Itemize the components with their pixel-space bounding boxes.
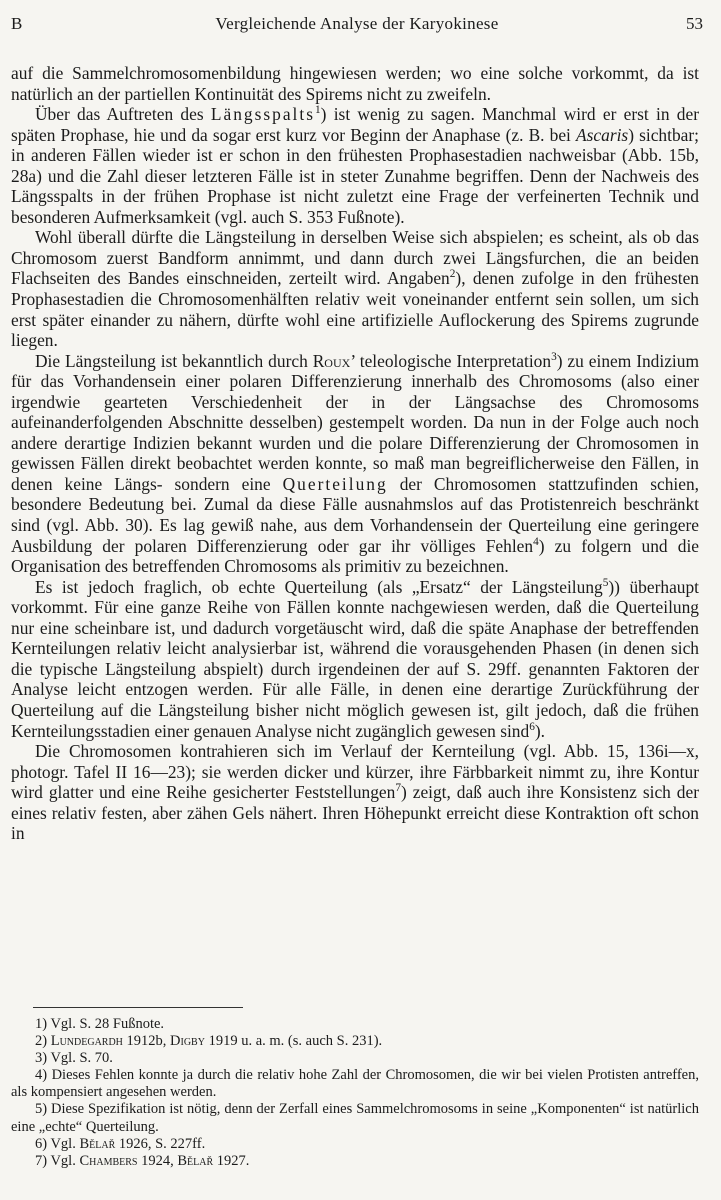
footnote-ref: 1 bbox=[315, 104, 321, 117]
running-header bbox=[11, 14, 703, 40]
footnote-ref: 2 bbox=[449, 268, 456, 281]
footnote-ref: 4 bbox=[533, 535, 539, 548]
author-name: Chambers bbox=[79, 1152, 138, 1169]
header-title: Vergleichende Analyse der Karyokinese bbox=[215, 14, 499, 33]
footnote-ref: 6 bbox=[529, 720, 535, 733]
footnote-4: 4) Dieses Fehlen konnte ja durch die relativ hohe Zahl der Chromosomen, die wir bei vielen Protisten antreffen, als kompensiert angesehen werden. bbox=[11, 1067, 699, 1101]
italic-term: Ascaris bbox=[576, 124, 629, 145]
author-name: Bělař bbox=[79, 1135, 116, 1152]
footnote-2: 2) Lundegardh 1912b, Digby 1919 u. a. m. (s. auch S. 231). bbox=[35, 1033, 383, 1050]
footnote-ref: 7 bbox=[395, 782, 401, 795]
body-text bbox=[11, 63, 699, 844]
footnote-ref: 5 bbox=[602, 576, 609, 589]
paragraph-1: auf die Sammelchromosomenbildung hingewiesen werden; wo eine solche vorkommt, da ist natürlich an der partiellen Kontinuität des Spirems nicht zu zweifeln. bbox=[11, 63, 699, 104]
author-name: Lundegardh bbox=[50, 1033, 123, 1050]
footnote-5: 5) Diese Spezifikation ist nötig, denn der Zerfall eines Sammelchromosoms in seine „Komponenten“ ist natürlich eine „echte“ Querteilung. bbox=[11, 1101, 699, 1135]
footnote-ref: 3 bbox=[551, 350, 557, 363]
paragraph-5: Es ist jedoch fraglich, ob echte Querteilung (als „Ersatz“ der Längsteilung$^5$)) überhaupt vorkommt. Für eine ganze Reihe von Fällen konnte nachgewiesen werden, daß die Querteilung nur eine scheinbare ist, und dadurch vorgetäuscht wird, daß die späte Anaphase der betreffenden Kernteilungen relativ leicht analysierbar ist, während die vorausgehenden Phasen (in denen sich die typische Längsteilung abspielt) durch irgendeinen der auf S. 29ff. genannten Faktoren der Analyse leicht entzogen werden. Für alle Fälle, in denen eine derartige Zurückführung der Querteilung auf die Längsteilung bisher nicht möglich gewesen ist, gilt jedoch, daß die frühen Kernteilungsstadien einer genauen Analyse nicht zugänglich gewesen sind$^6$). bbox=[11, 576, 700, 741]
paragraph-2: Über das Auftreten des Längsspalts$^1$) ist wenig zu sagen. Manchmal wird er erst in der späten Prophase, hie und da sogar erst kurz vor Beginn der Anaphase (z. B. bei Ascaris) sichtbar; in anderen Fällen wieder ist er schon in den frühesten Prophasestadien nachweisbar (Abb. 15b, 28a) und die Zahl dieser letzteren Fälle ist in steter Zunahme begriffen. Denn der Nachweis des Längsspalts in der frühen Prophase ist nicht zuletzt eine Frage der verfeinerten Technik und besonderen Aufmerksamkeit (vgl. auch S. 353 Fußnote). bbox=[11, 104, 699, 227]
author-name: Digby bbox=[170, 1033, 205, 1050]
spaced-term: Querteilung bbox=[282, 473, 388, 494]
paragraph-6: Die Chromosomen kontrahieren sich im Verlauf der Kernteilung (vgl. Abb. 15, 136i—x, photogr. Tafel II 16—23); sie werden dicker und kürzer, ihre Färbbarkeit nimmt zu, ihre Kontur wird glatter und eine Reihe gesicherter Feststellungen$^7$) zeigt, daß auch ihre Konsistenz sich der eines relativ festen, aber zähen Gels nähert. Ihren Höhepunkt erreicht diese Kontraktion oft schon in bbox=[11, 741, 700, 844]
footnote-divider bbox=[33, 1007, 243, 1008]
footnote-6: 6) Vgl. Bělař 1926, S. 227ff. bbox=[35, 1135, 206, 1152]
paragraph-3: Wohl überall dürfte die Längsteilung in derselben Weise sich abspielen; es scheint, als ob das Chromosom zuerst Bandform annimmt, und dann durch zwei Längsfurchen, die an beiden Flachseiten des Bandes einschneiden, zerteilt wird. Angaben$^2$), denen zufolge in den frühesten Prophasestadien die Chromosomenhälften relativ weit voneinander entfernt sein sollen, um sich erst später einander zu nähern, dürfte wohl eine artifizielle Auflockerung des Spirems zugrunde liegen. bbox=[11, 227, 699, 351]
footnotes bbox=[11, 1016, 699, 1170]
header-signature: B bbox=[11, 14, 23, 33]
author-name: Roux bbox=[312, 350, 351, 371]
author-name: Bělař bbox=[177, 1152, 214, 1169]
footnote-3: 3) Vgl. S. 70. bbox=[35, 1050, 113, 1067]
footnote-1: 1) Vgl. S. 28 Fußnote. bbox=[35, 1016, 165, 1032]
spaced-term: Längsspalts bbox=[210, 104, 315, 125]
paragraph-4: Die Längsteilung ist bekanntlich durch Roux’ teleologische Interpretation$^3$) zu einem Indizium für das Vorhandensein einer polaren Differenzierung innerhalb des Chromosoms (also einer irgendwie gearteten Verschiedenheit der in der Längsachse des Chromosoms aufeinanderfolgenden Abschnitte desselben) gestempelt worden. Da nun in der Folge auch noch andere derartige Indizien bekannt wurden und die polare Differenzierung der Chromosomen in gewissen Fällen direkt beobachtet werden konnte, so maß man begreiflicherweise den Fällen, in denen keine Längs- sondern eine Querteilung der Chromosomen stattzufinden schien, besondere Bedeutung bei. Zumal da diese Fälle ausnahmslos auf das Protistenreich beschränkt sind (vgl. Abb. 30). Es lag gewiß nahe, aus dem Vorhandensein der Querteilung eine geringere Ausbildung der polaren Differenzierung oder gar ihr völliges Fehlen$^4$) zu folgern und die Organisation des betreffenden Chromosoms als primitiv zu bezeichnen. bbox=[11, 350, 699, 577]
page-number: 53 bbox=[686, 14, 703, 33]
footnote-7: 7) Vgl. Chambers 1924, Bělař 1927. bbox=[35, 1152, 250, 1169]
